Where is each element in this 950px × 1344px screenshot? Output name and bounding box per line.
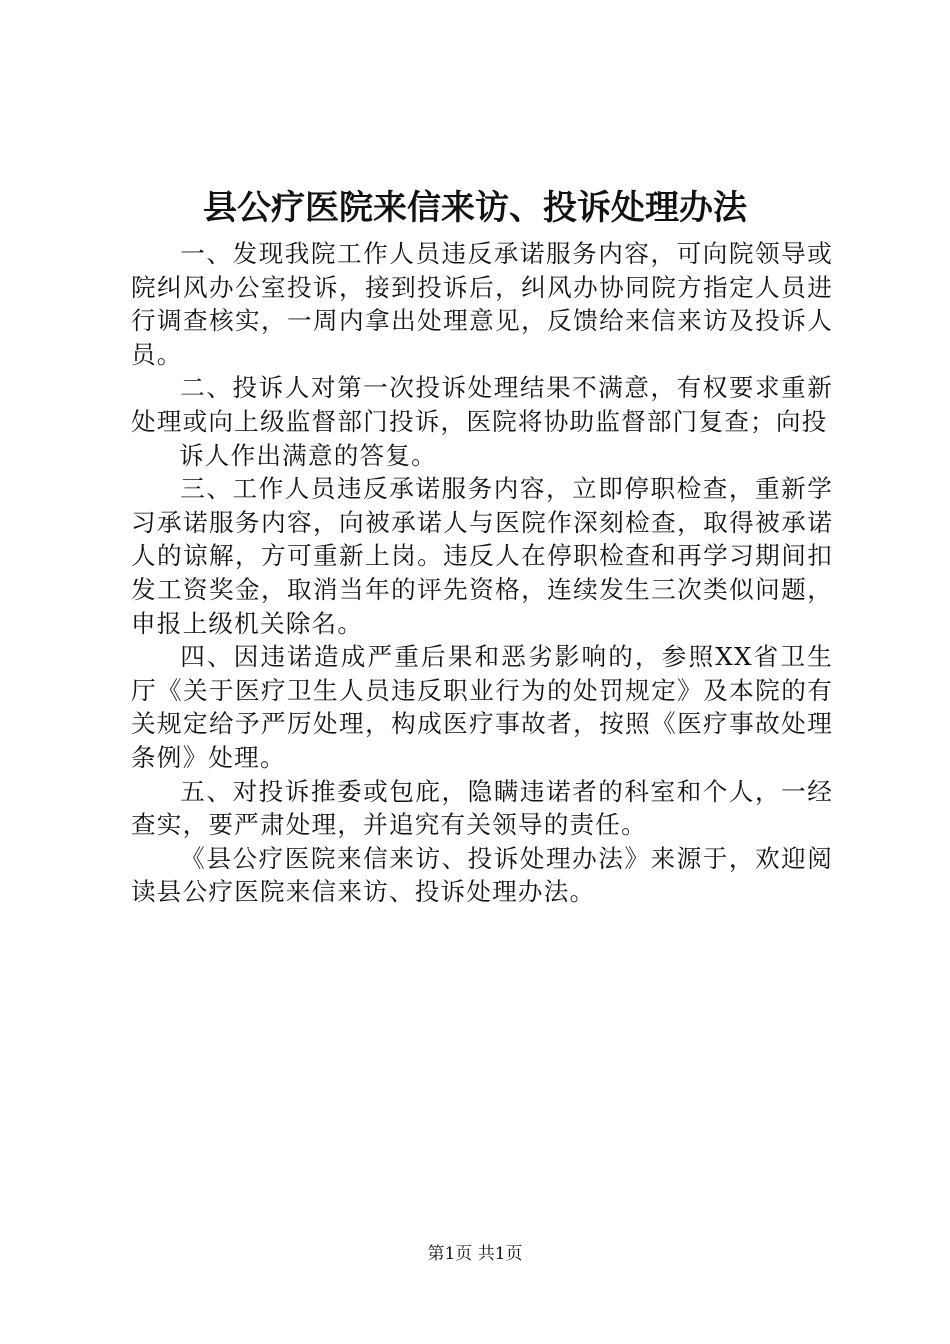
paragraph-1: 一、发现我院工作人员违反承诺服务内容，可向院领导或院纠风办公室投诉，接到投诉后，纠风办协同院方指定人员进行调查核实，一周内拿出处理意见，反馈给来信来访及投诉人员。 bbox=[131, 239, 833, 369]
paragraph-6: 《县公疗医院来信来访、投诉处理办法》来源于，欢迎阅读县公疗医院来信来访、投诉处理办法。 bbox=[131, 843, 833, 907]
paragraph-5: 五、对投诉推委或包庇，隐瞒违诺者的科室和个人，一经查实，要严肃处理，并追究有关领导的责任。 bbox=[131, 776, 833, 840]
document-body bbox=[131, 237, 833, 909]
paragraph-3: 三、工作人员违反承诺服务内容，立即停职检查，重新学习承诺服务内容，向被承诺人与医院作深刻检查，取得被承诺人的谅解，方可重新上岗。违反人在停职检查和再学习期间扣发工资奖金，取消当年的评先资格，连续发生三次类似问题，申报上级机关除名。 bbox=[131, 474, 833, 638]
document-title: 县公疗医院来信来访、投诉处理办法 bbox=[203, 188, 747, 228]
paragraph-4: 四、因违诺造成严重后果和恶劣影响的，参照XX省卫生厅《关于医疗卫生人员违反职业行为的处罚规定》及本院的有关规定给予严厉处理，构成医疗事故者，按照《医疗事故处理条例》处理。 bbox=[131, 642, 833, 772]
page-number-footer: 第1页 共1页 bbox=[427, 1244, 523, 1264]
paragraph-2-continuation: 诉人作出满意的答复。 bbox=[179, 440, 437, 470]
paragraph-2: 二、投诉人对第一次投诉处理结果不满意，有权要求重新处理或向上级监督部门投诉，医院将协助监督部门复查；向投 bbox=[131, 373, 833, 436]
